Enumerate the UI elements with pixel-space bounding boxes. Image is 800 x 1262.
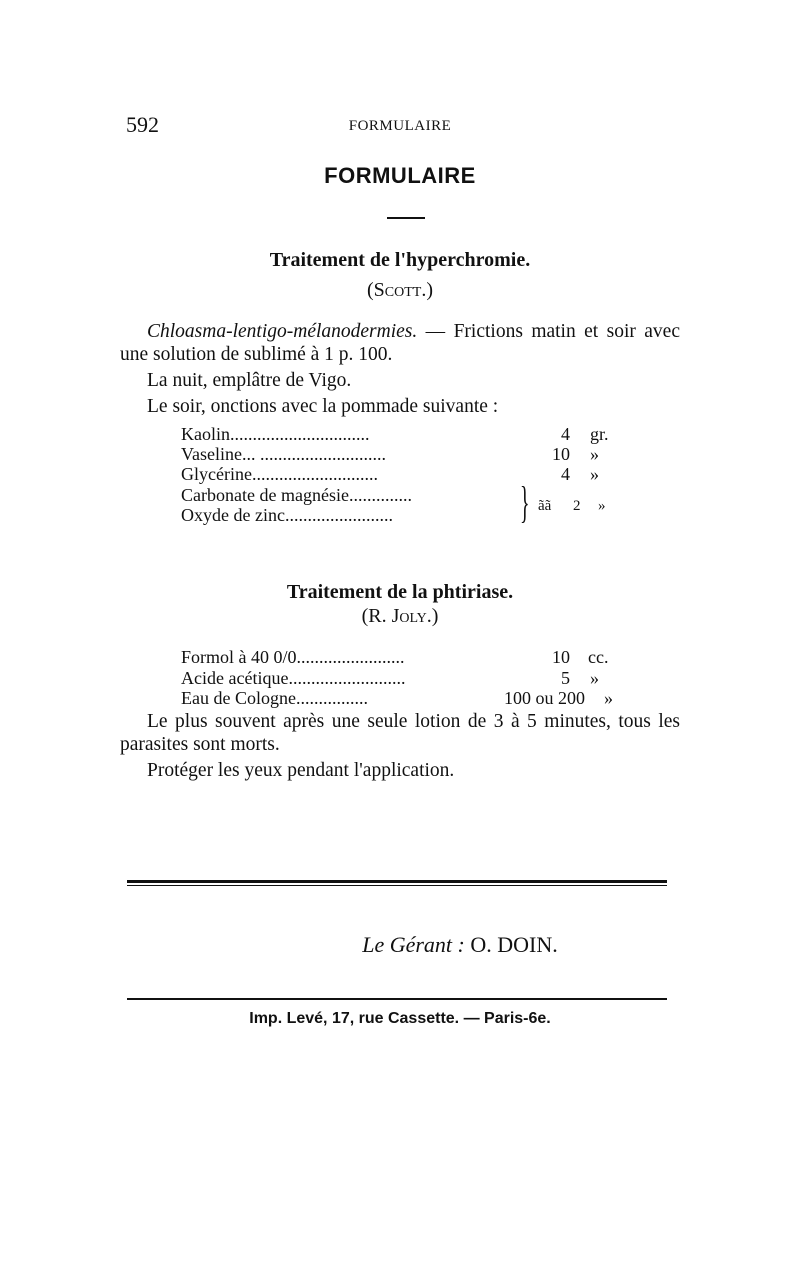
recipe-item <box>181 505 393 526</box>
manager-name: O. DOIN. <box>470 932 558 957</box>
recipe-item-name: Vaseline <box>181 444 242 464</box>
recipe-item <box>181 444 386 465</box>
section2-paragraph1: Le plus souvent après une seule lotion de 3 à 5 minutes, tous les parasites sont morts. <box>120 711 680 755</box>
running-title: FORMULAIRE <box>348 118 452 134</box>
section2-paragraph2: Protéger les yeux pendant l'application. <box>147 760 455 781</box>
recipe-item <box>181 647 405 668</box>
section1-p1-rest: — Frictions matin et soir avec une solution de sublimé à 1 p. 100. <box>120 321 680 365</box>
recipe-item-dots: ........................ <box>284 505 393 525</box>
section2-author: (R. Joly.) <box>361 605 439 627</box>
recipe-item-qty: 100 ou 200 <box>504 688 585 708</box>
recipe-item <box>181 485 412 506</box>
title-rule <box>387 217 425 219</box>
recipe-item-dots: ... ............................ <box>241 444 386 464</box>
recipe-item-name: Acide acétique <box>181 668 289 688</box>
recipe-item-unit: » <box>604 688 613 708</box>
manager-label: Le Gérant : <box>362 932 465 957</box>
recipe-item-dots: ................ <box>295 688 368 708</box>
recipe-item <box>181 688 368 709</box>
brace-symbol: } <box>520 478 530 527</box>
recipe-item-unit: cc. <box>588 647 609 667</box>
recipe-item-name: Carbonate de magnésie <box>181 485 349 505</box>
brace-label: ãã <box>538 498 552 514</box>
recipe-item-dots: ............................... <box>230 424 370 444</box>
recipe-item-qty: 10 <box>552 647 570 667</box>
recipe-item-name: Kaolin <box>181 424 230 444</box>
recipe-item-qty: 4 <box>561 464 570 484</box>
recipe-item-dots: .......................... <box>288 668 406 688</box>
section1-author: (Scott.) <box>367 279 433 301</box>
brace-unit: » <box>598 498 606 514</box>
recipe-item-dots: .............. <box>348 485 412 505</box>
recipe-item-dots: ........................ <box>296 647 405 667</box>
footer-rule-top <box>127 880 667 883</box>
section1-paragraph2: La nuit, emplâtre de Vigo. <box>147 370 352 391</box>
recipe-item-unit: » <box>590 668 599 688</box>
section2-heading: Traitement de la phtiriase. <box>286 581 514 603</box>
recipe-item-qty: 4 <box>561 424 570 444</box>
recipe-item <box>181 464 378 485</box>
section1-paragraph3: Le soir, onctions avec la pommade suivante : <box>147 396 499 417</box>
recipe-item <box>181 424 370 445</box>
imprint-line: Imp. Levé, 17, rue Cassette. — Paris-6e. <box>249 1010 551 1027</box>
brace-qty: 2 <box>573 498 581 514</box>
section1-paragraph1 <box>120 320 680 366</box>
recipe-item <box>181 668 405 689</box>
section1-p1-italic: Chloasma-lentigo-mélanodermies. <box>147 321 418 342</box>
recipe-item-unit: » <box>590 464 599 484</box>
section1-heading: Traitement de l'hyperchromie. <box>269 249 531 271</box>
recipe-item-qty: 5 <box>561 668 570 688</box>
recipe-item-unit: gr. <box>590 424 609 444</box>
recipe-item-name: Eau de Cologne <box>181 688 296 708</box>
manager-line <box>0 932 800 958</box>
recipe-item-name: Oxyde de zinc <box>181 505 285 525</box>
recipe-item-unit: » <box>590 444 599 464</box>
recipe-item-dots: ............................ <box>251 464 378 484</box>
recipe-item-qty: 10 <box>552 444 570 464</box>
page-number: 592 <box>126 112 159 137</box>
recipe-item-name: Formol à 40 0/0 <box>181 647 297 667</box>
footer-rule-bottom <box>127 998 667 1000</box>
recipe-item-name: Glycérine <box>181 464 252 484</box>
page-title: FORMULAIRE <box>324 163 476 188</box>
footer-rule-top-thin <box>127 885 667 886</box>
